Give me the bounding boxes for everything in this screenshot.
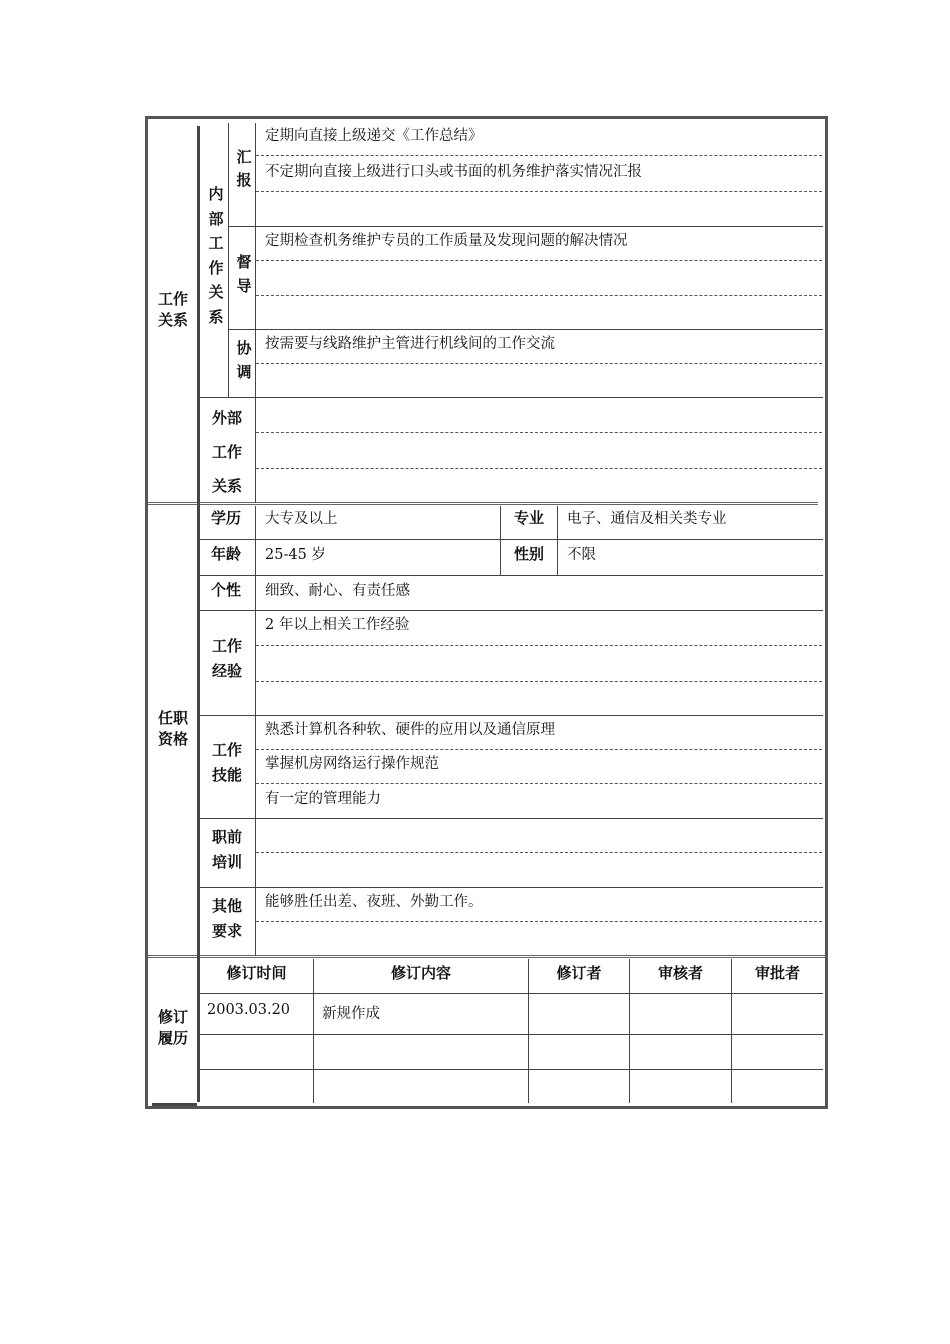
row-line [199,993,823,994]
personality-label: 个性 [210,581,241,599]
education-value: 大专及以上 [265,511,338,527]
dashed-line [256,260,822,261]
row-line [199,539,823,540]
revision-header: 修订者 [556,964,602,982]
revision-header: 修订时间 [226,964,287,982]
row-line [199,887,823,888]
dashed-line [256,852,822,853]
external-label-line: 工作 [211,443,242,461]
report-item: 定期向直接上级递交《工作总结》 [265,128,483,144]
revision-header: 修订内容 [390,964,451,982]
dashed-line [256,783,822,784]
row-line [199,397,823,398]
external-relations-label [204,401,250,503]
other-requirements-item: 能够胜任出差、夜班、外勤工作。 [265,894,483,910]
revision-header: 审核者 [657,964,703,982]
education-label: 学历 [210,509,241,527]
dashed-line [256,645,822,646]
other-requirements-label: 其他要求 [211,897,242,940]
skills-item: 熟悉计算机各种软、硬件的应用以及通信原理 [265,722,555,738]
column-line [255,123,256,503]
dashed-line [256,681,822,682]
column-line [557,506,558,576]
section-label-work-relations: 工作关系 [157,290,188,329]
row-line [229,226,823,227]
dashed-line [256,749,822,750]
major-label: 专业 [513,509,544,527]
dashed-line [256,155,822,156]
bottom-mark [152,1103,197,1106]
row-line [199,610,823,611]
column-line [228,123,229,397]
coordinate-item: 按需要与线路维护主管进行机线间的工作交流 [265,336,555,352]
coordinate-label: 协调 [236,339,252,381]
dashed-line [256,191,822,192]
age-value: 25-45 岁 [265,547,326,563]
external-label-line: 关系 [211,477,242,495]
column-line [255,506,256,956]
skills-item: 掌握机房网络运行操作规范 [265,756,439,772]
report-label: 汇报 [236,148,252,189]
dashed-line [256,921,822,922]
skills-item: 有一定的管理能力 [265,791,381,807]
training-label: 职前培训 [211,828,242,871]
dashed-line [256,295,822,296]
revision-cell: 2003.03.20 [207,1002,291,1018]
row-line [199,818,823,819]
row-line [199,715,823,716]
column-line [500,506,501,576]
experience-item: 2 年以上相关工作经验 [265,617,410,633]
column-line [197,126,200,1102]
revision-cell: 新规作成 [322,1006,380,1022]
row-line [199,575,823,576]
section-label-qualifications: 任职资格 [157,709,188,748]
experience-label: 工作经验 [211,637,242,680]
gender-value: 不限 [567,547,596,563]
report-item: 不定期向直接上级进行口头或书面的机务维护落实情况汇报 [265,164,642,180]
section-divider [148,955,825,958]
skills-label: 工作技能 [211,741,242,784]
external-label-line: 外部 [211,409,242,427]
section-label-revision: 修订履历 [157,1008,188,1047]
row-line [229,329,823,330]
supervise-item: 定期检查机务维护专员的工作质量及发现问题的解决情况 [265,233,628,249]
gender-label: 性别 [513,545,544,563]
row-line [199,1034,823,1035]
personality-value: 细致、耐心、有责任感 [265,583,410,599]
dashed-line [256,363,822,364]
revision-header: 审批者 [754,964,800,982]
row-line [199,1069,823,1070]
internal-relations-label: 内部工作关系 [208,185,224,326]
supervise-label: 督导 [236,253,252,295]
dashed-line [256,432,822,433]
age-label: 年龄 [210,545,241,563]
major-value: 电子、通信及相关类专业 [567,511,727,527]
dashed-line [256,468,822,469]
